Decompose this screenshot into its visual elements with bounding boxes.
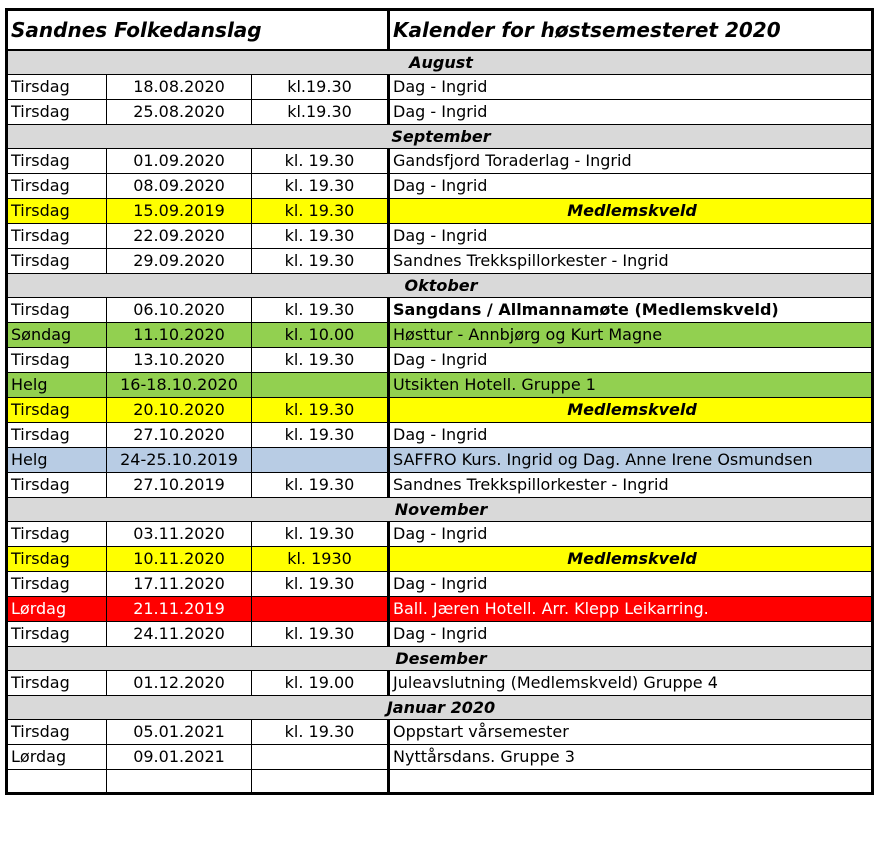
event-row (7, 671, 873, 696)
event-date: 09.01.2021 (107, 745, 252, 770)
event-activity: Dag - Ingrid (389, 622, 873, 647)
event-row (7, 597, 873, 622)
event-day: Tirsdag (7, 75, 107, 100)
event-row (7, 547, 873, 572)
event-row (7, 522, 873, 547)
event-time: kl. 19.30 (252, 149, 389, 174)
event-activity: Dag - Ingrid (389, 75, 873, 100)
event-date: 16-18.10.2020 (107, 373, 252, 398)
event-activity: Dag - Ingrid (389, 348, 873, 373)
event-day: Tirsdag (7, 199, 107, 224)
month-header-row (7, 50, 873, 75)
event-activity: Dag - Ingrid (389, 224, 873, 249)
event-row (7, 348, 873, 373)
month-header-row (7, 274, 873, 298)
event-time: kl. 19.30 (252, 622, 389, 647)
event-row (7, 622, 873, 647)
event-date: 25.08.2020 (107, 100, 252, 125)
event-day: Lørdag (7, 597, 107, 622)
event-day (7, 770, 107, 794)
event-date: 29.09.2020 (107, 249, 252, 274)
event-time: kl. 19.30 (252, 199, 389, 224)
event-time: kl.19.30 (252, 75, 389, 100)
event-date: 24-25.10.2019 (107, 448, 252, 473)
event-activity: Nyttårsdans. Gruppe 3 (389, 745, 873, 770)
event-time: kl. 19.30 (252, 572, 389, 597)
event-time: kl. 19.00 (252, 671, 389, 696)
title-row (7, 10, 873, 51)
event-row (7, 473, 873, 498)
event-time (252, 745, 389, 770)
event-activity (389, 770, 873, 794)
event-row (7, 572, 873, 597)
event-activity: Sandnes Trekkspillorkester - Ingrid (389, 249, 873, 274)
event-time (252, 373, 389, 398)
event-date: 22.09.2020 (107, 224, 252, 249)
event-time: kl. 19.30 (252, 473, 389, 498)
event-day: Tirsdag (7, 149, 107, 174)
event-row (7, 174, 873, 199)
month-label: Januar 2020 (7, 696, 873, 720)
event-day: Tirsdag (7, 348, 107, 373)
event-day: Tirsdag (7, 473, 107, 498)
event-time: kl. 19.30 (252, 174, 389, 199)
event-row (7, 398, 873, 423)
event-activity: Juleavslutning (Medlemskveld) Gruppe 4 (389, 671, 873, 696)
event-day: Lørdag (7, 745, 107, 770)
month-label: August (7, 50, 873, 75)
month-header-row (7, 696, 873, 720)
event-date: 03.11.2020 (107, 522, 252, 547)
event-activity: Medlemskveld (389, 547, 873, 572)
event-row (7, 249, 873, 274)
calendar-title: Kalender for høstsemesteret 2020 (389, 10, 873, 51)
event-activity: SAFFRO Kurs. Ingrid og Dag. Anne Irene Osmundsen (389, 448, 873, 473)
event-time (252, 770, 389, 794)
event-day: Tirsdag (7, 224, 107, 249)
event-row (7, 448, 873, 473)
event-date: 21.11.2019 (107, 597, 252, 622)
event-day: Helg (7, 373, 107, 398)
event-date (107, 770, 252, 794)
month-label: November (7, 498, 873, 522)
event-time (252, 597, 389, 622)
event-date: 05.01.2021 (107, 720, 252, 745)
month-label: Desember (7, 647, 873, 671)
event-activity: Dag - Ingrid (389, 423, 873, 448)
event-row (7, 75, 873, 100)
event-activity: Høsttur - Annbjørg og Kurt Magne (389, 323, 873, 348)
event-date: 24.11.2020 (107, 622, 252, 647)
event-date: 20.10.2020 (107, 398, 252, 423)
event-row (7, 100, 873, 125)
event-activity: Sandnes Trekkspillorkester - Ingrid (389, 473, 873, 498)
event-row (7, 770, 873, 794)
event-row (7, 224, 873, 249)
event-row (7, 323, 873, 348)
event-day: Tirsdag (7, 622, 107, 647)
event-activity: Dag - Ingrid (389, 100, 873, 125)
calendar-body (7, 10, 873, 794)
event-day: Helg (7, 448, 107, 473)
event-activity: Oppstart vårsemester (389, 720, 873, 745)
event-activity: Dag - Ingrid (389, 572, 873, 597)
event-day: Tirsdag (7, 547, 107, 572)
event-row (7, 149, 873, 174)
event-date: 01.09.2020 (107, 149, 252, 174)
event-day: Tirsdag (7, 671, 107, 696)
event-date: 27.10.2020 (107, 423, 252, 448)
event-day: Tirsdag (7, 423, 107, 448)
event-time: kl.19.30 (252, 100, 389, 125)
event-date: 10.11.2020 (107, 547, 252, 572)
event-activity: Dag - Ingrid (389, 522, 873, 547)
event-time: kl. 19.30 (252, 249, 389, 274)
event-date: 11.10.2020 (107, 323, 252, 348)
event-date: 06.10.2020 (107, 298, 252, 323)
event-activity: Medlemskveld (389, 199, 873, 224)
event-activity: Medlemskveld (389, 398, 873, 423)
event-day: Søndag (7, 323, 107, 348)
month-header-row (7, 498, 873, 522)
event-day: Tirsdag (7, 249, 107, 274)
event-date: 27.10.2019 (107, 473, 252, 498)
event-time: kl. 19.30 (252, 522, 389, 547)
event-date: 01.12.2020 (107, 671, 252, 696)
event-time: kl. 19.30 (252, 423, 389, 448)
event-activity: Dag - Ingrid (389, 174, 873, 199)
event-time: kl. 19.30 (252, 398, 389, 423)
event-date: 15.09.2019 (107, 199, 252, 224)
event-row (7, 298, 873, 323)
event-date: 13.10.2020 (107, 348, 252, 373)
month-label: Oktober (7, 274, 873, 298)
event-day: Tirsdag (7, 720, 107, 745)
event-time: kl. 10.00 (252, 323, 389, 348)
event-row (7, 373, 873, 398)
event-time: kl. 19.30 (252, 224, 389, 249)
event-activity: Gandsfjord Toraderlag - Ingrid (389, 149, 873, 174)
month-header-row (7, 125, 873, 149)
event-day: Tirsdag (7, 522, 107, 547)
event-activity: Ball. Jæren Hotell. Arr. Klepp Leikarring. (389, 597, 873, 622)
month-label: September (7, 125, 873, 149)
event-time: kl. 1930 (252, 547, 389, 572)
event-date: 17.11.2020 (107, 572, 252, 597)
event-date: 18.08.2020 (107, 75, 252, 100)
event-date: 08.09.2020 (107, 174, 252, 199)
event-row (7, 745, 873, 770)
event-day: Tirsdag (7, 298, 107, 323)
event-day: Tirsdag (7, 572, 107, 597)
event-activity: Utsikten Hotell. Gruppe 1 (389, 373, 873, 398)
event-day: Tirsdag (7, 174, 107, 199)
event-time: kl. 19.30 (252, 298, 389, 323)
event-time (252, 448, 389, 473)
club-title: Sandnes Folkedanslag (7, 10, 389, 51)
calendar-table (5, 8, 874, 795)
month-header-row (7, 647, 873, 671)
event-row (7, 720, 873, 745)
event-row (7, 423, 873, 448)
event-row (7, 199, 873, 224)
event-time: kl. 19.30 (252, 348, 389, 373)
event-time: kl. 19.30 (252, 720, 389, 745)
event-day: Tirsdag (7, 398, 107, 423)
event-activity: Sangdans / Allmannamøte (Medlemskveld) (389, 298, 873, 323)
event-day: Tirsdag (7, 100, 107, 125)
